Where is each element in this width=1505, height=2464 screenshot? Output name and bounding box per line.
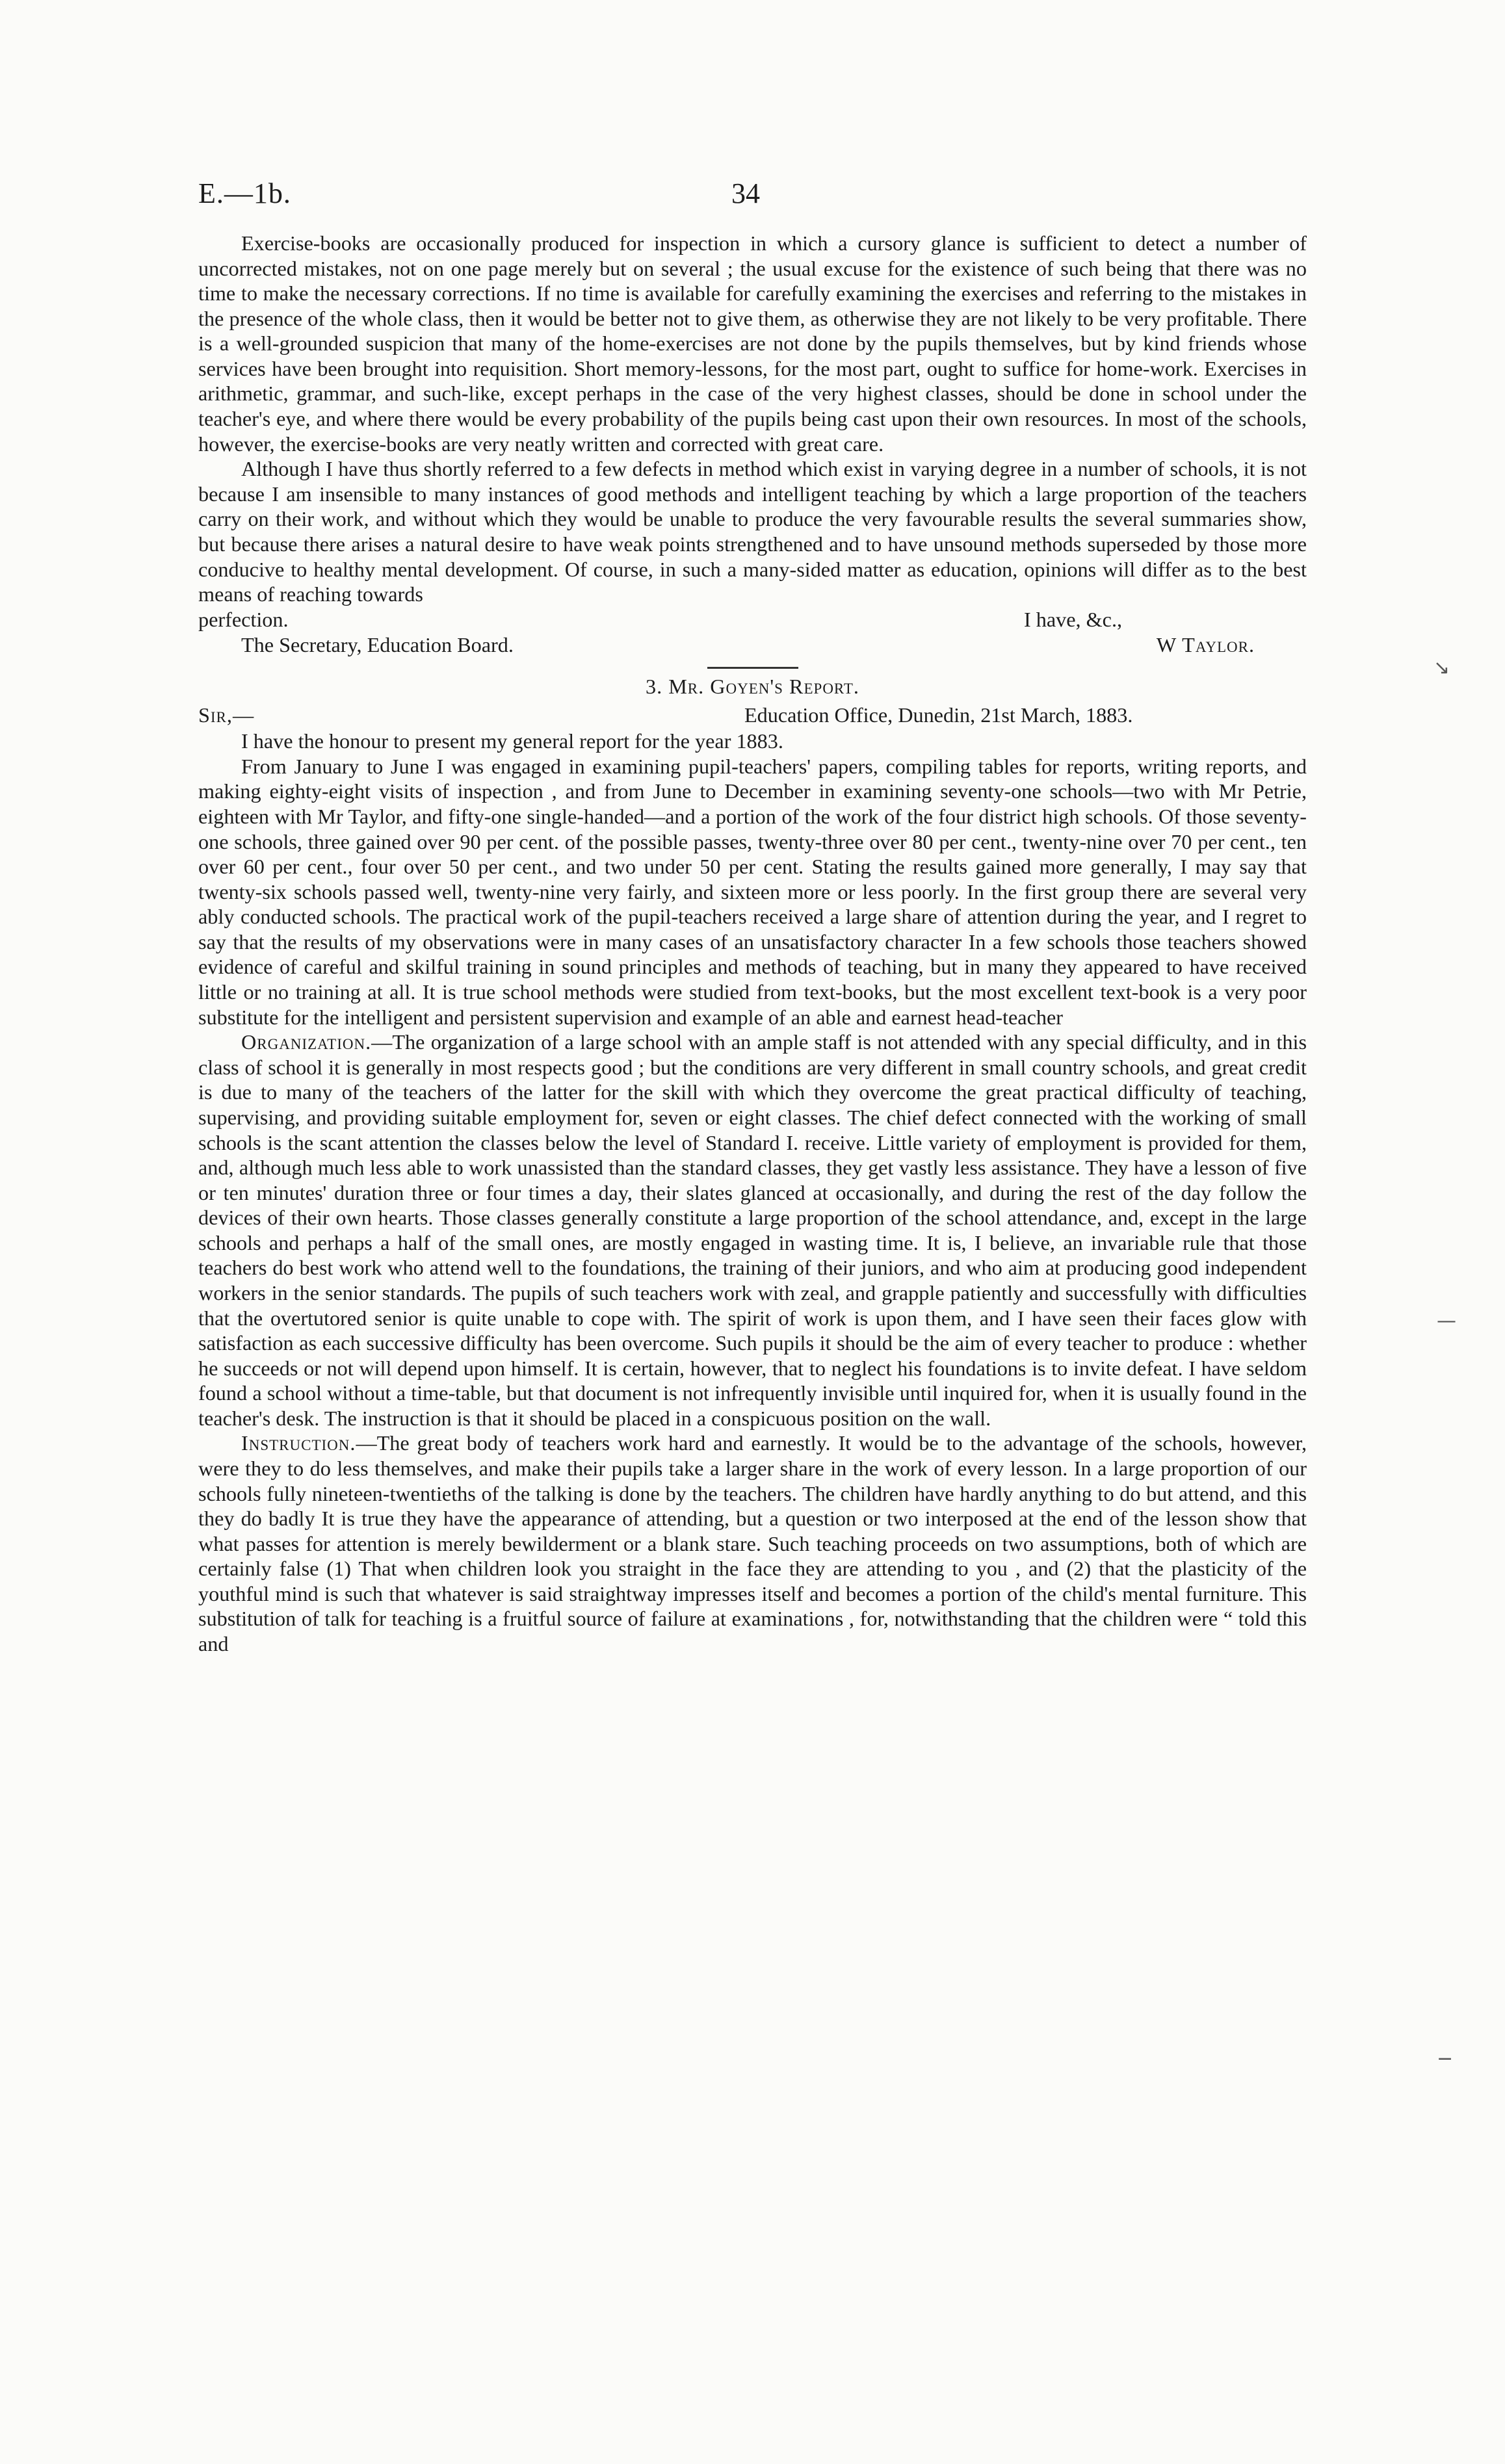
address-row (198, 703, 1307, 729)
addressee: The Secretary, Education Board. (241, 632, 514, 656)
paragraph-examinations: From January to June I was engaged in examining pupil-teachers' papers, compiling tables for reports, writing reports, and making eighty-eight visits of inspection , and from June to December in examining seventy-one schools—two with Mr Petrie, eighteen with Mr Taylor, and fifty-one single-handed—and a portion of the work of the four district high schools. Of those seventy-one schools, three gained over 90 per cent. of the possible passes, twenty-three over 80 per cent., twenty-nine over 70 per cent., ten over 60 per cent., four over 50 per cent., and two under 50 per cent. Stating the results gained more generally, I may say that twenty-six schools passed well, twenty-nine very fairly, and sixteen more or less poorly. In the first group there are several very ably conducted schools. The practical work of the pupil-teachers received a large share of attention during the year, and I regret to say that the results of my observations were in many cases of an unsatisfactory character In a few schools those teachers showed evidence of careful and skilful training in sound principles and methods of teaching, but in many they appeared to have received little or no training at all. It is true school methods were studied from text-books, but the most excellent text-book is a very poor substitute for the intelligent and persistent supervision and example of an able and earnest head-teacher (198, 754, 1307, 1029)
signature-row (198, 632, 1307, 659)
organization-heading: Organization. (241, 1030, 372, 1054)
paragraph-organization (198, 1030, 1307, 1431)
document-reference: E.—1b. (198, 177, 291, 209)
margin-mark: ↘ (1433, 656, 1450, 679)
paragraph-opening: I have the honour to present my general report for the year 1883. (241, 729, 783, 753)
paragraph-defects-in-method: Although I have thus shortly referred to a few defects in method which exist in varying degree in a number of schools, it is not because I am insensible to many instances of good methods and intelligent teaching by which a large proportion of the teachers carry on their work, and without which they would be unable to produce the very favourable results the several summaries show, but because there arises a natural desire to have weak points strengthened and to have unsound methods superseded by those more conducive to healthy mental development. Of course, in such a many-sided matter as education, opinions will differ as to the best means of reaching towards (198, 457, 1307, 606)
signature: W Taylor. (1156, 632, 1255, 656)
document-body (198, 231, 1307, 1657)
margin-mark: — (1437, 1310, 1456, 1332)
organization-text: —The organization of a large school with an ample staff is not attended with any special difficulty, and in this class of school it is generally in most respects good ; but the conditions are very different in small country schools, and great credit is due to many of the teachers of the latter for the skill with which they overcome the great practical difficulty of teaching, supervising, and providing suitable employment for, seven or eight classes. The chief defect connected with the working of small schools is the scant attention the classes below the level of Standard I. receive. Little variety of employment is provided for them, and, although much less able to work unassisted than the standard classes, they get vastly less assistance. They have a lesson of five or ten minutes' duration three or four times a day, their slates glanced at occasionally, and during the rest of the day follow the devices of their own hearts. Those classes generally constitute a large proportion of the school attendance, and, except in the large schools and perhaps a half of the small ones, are mostly engaged in wasting time. It is, I believe, an invariable rule that those teachers do best work who attend well to the foundations, the training of their juniors, and who aim at producing good independent workers in the senior standards. The pupils of such teachers work with zeal, and grapple patiently and successfully with difficulties that the overtutored senior is quite unable to cope with. The spirit of work is upon them, and I have seen their faces glow with satisfaction as each successive difficulty has been overcome. Such pupils it should be the aim of every teacher to produce : whether he succeeds or not will depend upon himself. It is certain, however, that to neglect his foundations is to invite defeat. I have seldom found a school without a time-table, but that document is not infrequently invisible until inquired for, when it is usually found in the teacher's desk. The instruction is that it should be placed in a conspicuous position on the wall. (198, 1030, 1307, 1430)
margin-mark: − (1437, 2047, 1454, 2070)
paragraph-exercise-books: Exercise-books are occasionally produced for inspection in which a cursory glance is sufficient to detect a number of uncorrected mistakes, not on one page merely but on several ; the usual excuse for the existence of such being that there was no time to make the necessary corrections. If no time is available for carefully examining the exercises and referring to the mistakes in the presence of the whole class, then it would be better not to give them, as otherwise they are not likely to be very profitable. There is a well-grounded suspicion that many of the home-exercises are not done by the pupils themselves, but by kind friends whose services have been brought into requisition. Short memory-lessons, for the most part, ought to suffice for home-work. Exercises in arithmetic, grammar, and such-like, except perhaps in the case of the very highest classes, should be done in school under the teacher's eye, and where there would be every probability of the pupils being cast upon their own resources. In most of the schools, however, the exercise-books are very neatly written and corrected with great care. (198, 231, 1307, 456)
salutation: Sir,— (198, 703, 255, 727)
page-number: 34 (731, 177, 760, 209)
paragraph-instruction (198, 1431, 1307, 1656)
instruction-heading: Instruction. (241, 1431, 356, 1455)
page-header (198, 177, 1307, 216)
instruction-text: —The great body of teachers work hard and earnestly. It would be to the advantage of the schools, however, were they to do less themselves, and make their pupils take a larger share in the work of every lesson. In a large proportion of our schools fully nineteen-twentieths of the talking is done by the teachers. The children have hardly anything to do but attend, and this they do badly It is true they have the appearance of attending, but a question or two interposed at the end of the lesson show that what passes for attention is merely bewilderment or a blank stare. Such teaching proceeds on two assumptions, both of which are certainly false (1) That when children look you straight in the face they are attending to you , and (2) that the plasticity of the youthful mind is such that whatever is said straightway impresses itself and becomes a portion of the child's mental furniture. This substitution of talk for teaching is a fruitful source of failure at examinations , for, notwithstanding that the children were “ told this and (198, 1431, 1307, 1656)
address-line: Education Office, Dunedin, 21st March, 1883. (744, 703, 1133, 727)
closing-word: perfection. (198, 607, 289, 631)
closing-row (198, 607, 1307, 632)
section-divider (707, 667, 798, 669)
closing-salutation: I have, &c., (1024, 607, 1123, 631)
report-title: 3. Mr. Goyen's Report. (646, 674, 859, 698)
